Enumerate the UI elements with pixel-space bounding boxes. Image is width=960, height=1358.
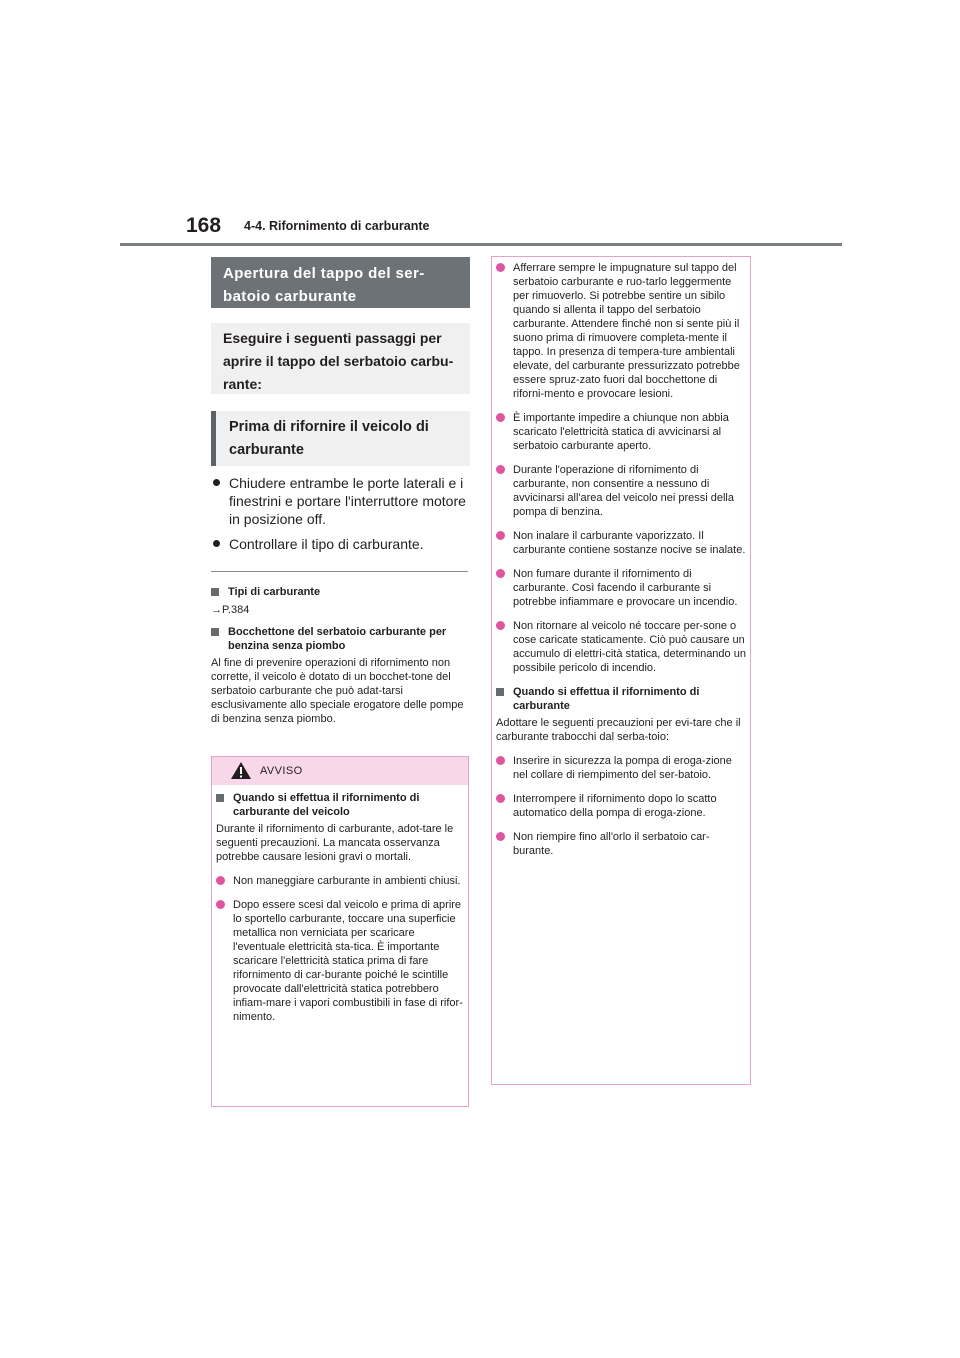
warning-item: Dopo essere scesi dal veicolo e prima di aprire lo sportello carburante, toccare una superficie metallica non verniciata per scaricare l'eventuale elettricità sta-tica. È importante scaricare l'elettricità statica prima di fare rifornimento di car-burante poiché le scintille provocate dall'elettricità statica potrebbero infiam-mare i vapori combustibili in fase di rifor-nimento. — [216, 898, 463, 1024]
subheading: Prima di rifornire il veicolo di carburante — [211, 411, 470, 466]
page-number: 168 — [186, 214, 222, 237]
warning-triangle-icon — [230, 761, 252, 783]
note-filler-neck-text: Al fine di prevenire operazioni di rifornimento non corrette, il veicolo è dotato di un bocchet-tone del serbatoio carburante che può adat-tarsi esclusivamente allo speciale erogatore delle pompe di benzina senza piombo. — [211, 657, 464, 725]
warning-item: È importante impedire a chiunque non abbia scaricato l'elettricità statica di avvicinarsi al serbatoio carburante aperto. — [496, 411, 746, 453]
warning-item: Interrompere il rifornimento dopo lo scatto automatico della pompa di eroga-zione. — [496, 792, 746, 820]
prep-bullets — [210, 474, 472, 560]
warning-section2-text: Adottare le seguenti precauzioni per evi-tare che il carburante trabocchi dal serba-toio: — [496, 717, 741, 743]
warning-item: Durante l'operazione di rifornimento di carburante, non consentire a nessuno di avvicinarsi all'area del veicolo nei pressi della pompa di benzina. — [496, 463, 746, 519]
divider — [211, 571, 468, 572]
warning-section-text: Durante il rifornimento di carburante, adot-tare le seguenti precauzioni. La mancata osservanza potrebbe causare lesioni gravi o mortali. — [216, 823, 454, 863]
warning-item: Non maneggiare carburante in ambienti chiusi. — [216, 874, 463, 888]
warning-continuation-body — [496, 261, 746, 858]
header-divider — [120, 243, 842, 246]
section-title: 4-4. Rifornimento di carburante — [244, 219, 430, 233]
warning-box — [211, 756, 469, 1107]
notes-section — [211, 577, 470, 726]
note-fuel-types-title: Tipi di carburante — [211, 585, 470, 599]
warning-section-title: Quando si effettua il rifornimento di carburante del veicolo — [216, 791, 463, 819]
warning-continuation-box — [491, 256, 751, 1085]
warning-item: Inserire in sicurezza la pompa di eroga-zione nel collare di riempimento del ser-batoio. — [496, 754, 746, 782]
warning-body — [216, 791, 463, 1024]
bullet-item: Chiudere entrambe le porte laterali e i finestrini e portare l'interruttore motore in posizione off. — [210, 474, 472, 528]
bullet-item: Controllare il tipo di carburante. — [210, 535, 472, 553]
warning-section2-title: Quando si effettua il rifornimento di carburante — [496, 685, 746, 713]
warning-item: Non riempire fino all'orlo il serbatoio car-burante. — [496, 830, 746, 858]
warning-header — [212, 757, 468, 785]
warning-item: Non inalare il carburante vaporizzato. Il carburante contiene sostanze nocive se inalate. — [496, 529, 746, 557]
page-reference-link[interactable]: →P.384 — [211, 604, 250, 616]
warning-item: Non ritornare al veicolo né toccare per-sone o cose caricate staticamente. Ciò può causare un accumulo di elettri-cità statica, determinando un possibile pericolo di incendio. — [496, 619, 746, 675]
warning-label: AVVISO — [260, 765, 303, 777]
note-filler-neck-title: Bocchettone del serbatoio carburante per benzina senza piombo — [211, 625, 470, 653]
intro-text: Eseguire i seguenti passaggi per aprire il tappo del serbatoio carbu-rante: — [211, 323, 470, 394]
warning-item: Non fumare durante il rifornimento di carburante. Così facendo il carburante si potrebbe infiammare e provocare un incendio. — [496, 567, 746, 609]
main-heading: Apertura del tappo del ser-batoio carburante — [211, 257, 470, 308]
warning-item: Afferrare sempre le impugnature sul tappo del serbatoio carburante e ruo-tarlo leggermente per rimuoverlo. Si potrebbe sentire un sibilo quando si allenta il tappo del serbatoio carburante. Attendere finché non si sente più il suono prima di rimuovere completa-mente il tappo. In presenza di tempera-ture ambientali elevate, del carburante pressurizzato potrebbe essere spruz-zato fuori dal bocchettone di riforni-mento e provocare lesioni. — [496, 261, 746, 401]
